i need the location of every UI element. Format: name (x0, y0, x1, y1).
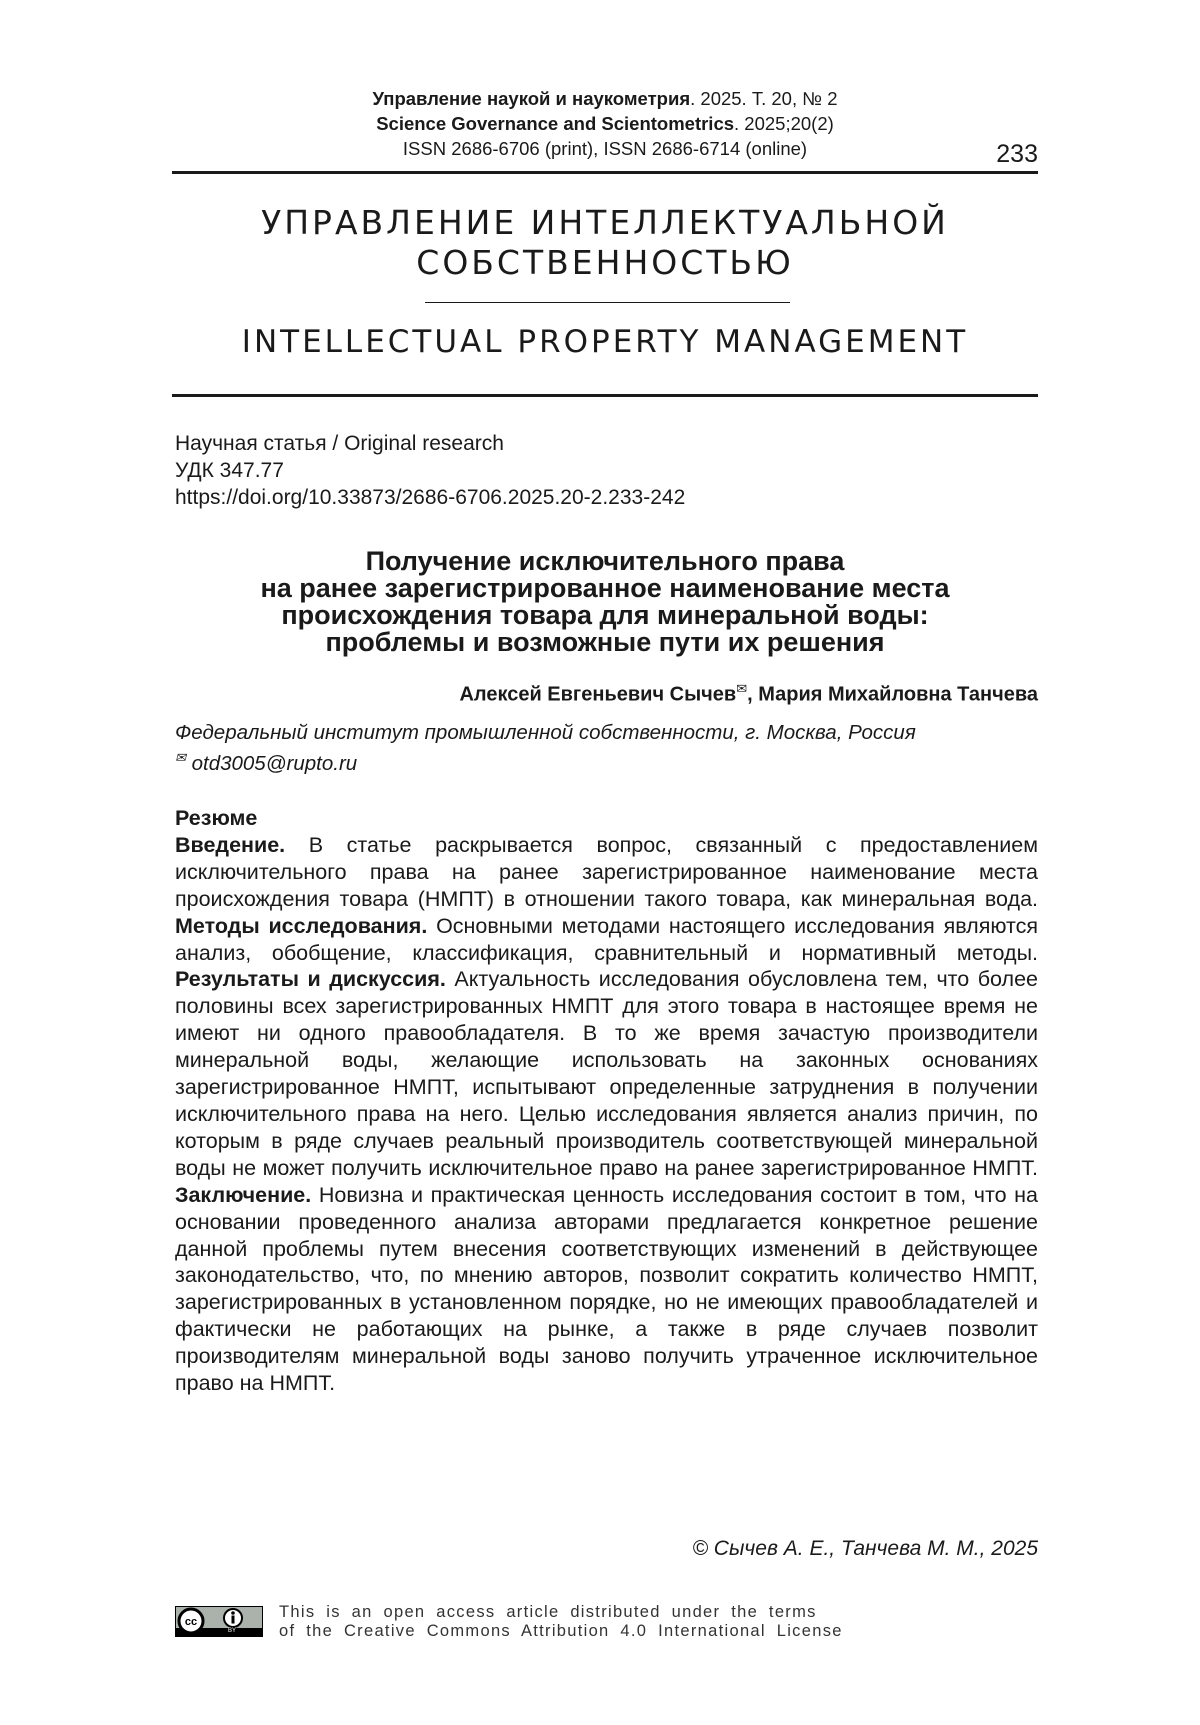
abstract (175, 805, 1038, 1397)
journal-name-en: Science Governance and Scientometrics (376, 113, 734, 134)
intro-label: Введение. (175, 833, 285, 857)
methods-label: Методы исследования. (175, 914, 427, 938)
section-rule (172, 394, 1038, 397)
email-link[interactable]: otd3005@rupto.ru (192, 752, 358, 775)
affiliation: Федеральный институт промышленной собственности, г. Москва, Россия (175, 720, 916, 745)
journal-issue-ru: . 2025. Т. 20, № 2 (690, 88, 837, 109)
section-divider (425, 302, 790, 303)
results-text: Актуальность исследования обусловлена тем, что более половины всех зарегистрированных НМПТ для этого товара в настоящее время не имеют ни одного правообладателя. В то же время зачастую производители минеральной воды, желающие использовать на законных основаниях зарегистрированное НМПТ, испытывают определенные затруднения в получении исключительного права на него. Целью исследования является анализ причин, по которым в ряде случаев реальный производитель соответствующей минеральной воды не может получить исключительное право на ранее зарегистрированное НМПТ. (175, 967, 1038, 1179)
title-line: проблемы и возможные пути их решения (172, 629, 1038, 656)
affiliation-block (175, 720, 916, 776)
cc-badge-label: BY (228, 1628, 236, 1634)
abstract-heading: Резюме (175, 805, 1038, 832)
article-title (172, 548, 1038, 656)
title-line: на ранее зарегистрированное наименование места (172, 575, 1038, 602)
envelope-icon: ✉ (175, 750, 186, 765)
section-title-en: INTELLECTUAL PROPERTY MANAGEMENT (172, 322, 1038, 362)
title-line: Получение исключительного права (172, 548, 1038, 575)
section-title-ru-line2: СОБСТВЕННОСТЬЮ (172, 243, 1038, 283)
copyright: © Сычев А. Е., Танчева М. М., 2025 (693, 1537, 1039, 1561)
envelope-icon: ✉ (736, 681, 747, 696)
conclusion-text: Новизна и практическая ценность исследования состоит в том, что на основании проведенного анализа авторами предлагается конкретное решение данной проблемы путем внесения соответствующих изменений в действующее законодательство, что, по мнению авторов, позволит сократить количество НМПТ, зарегистрированных в установленном порядке, но не имеющих правообладателей и фактически не работающих на рынке, а также в ряде случаев позволит производителям минеральной воды заново получить утраченное исключительное право на НМПТ. (175, 1183, 1038, 1395)
title-line: происхождения товара для минеральной воды: (172, 602, 1038, 629)
page-number: 233 (996, 140, 1038, 169)
abstract-body (175, 832, 1038, 1397)
doi-link[interactable]: https://doi.org/10.33873/2686-6706.2025.20-2.233-242 (175, 484, 685, 511)
article-type: Научная статья / Original research (175, 430, 685, 457)
author-2: , Мария Михайловна Танчева (747, 684, 1038, 706)
journal-header (172, 86, 1038, 161)
conclusion-label: Заключение. (175, 1183, 311, 1207)
intro-text: В статье раскрывается вопрос, связанный с предоставлением исключительного права на ранее зарегистрированное наименование места происхождения товара (НМПТ) в отношении такого товара, как минеральная вода. (175, 833, 1038, 911)
udk: УДК 347.77 (175, 457, 685, 484)
issn: ISSN 2686-6706 (print), ISSN 2686-6714 (online) (172, 136, 1038, 161)
section-title-ru-line1: УПРАВЛЕНИЕ ИНТЕЛЛЕКТУАЛЬНОЙ (172, 203, 1038, 243)
license-text (279, 1603, 843, 1641)
cc-by-badge[interactable] (175, 1606, 263, 1637)
svg-text:cc: cc (185, 1616, 197, 1628)
journal-name-ru: Управление наукой и наукометрия (372, 88, 690, 109)
methods-text: Основными методами настоящего исследования являются анализ, обобщение, классификация, сравнительный и нормативный методы. (175, 914, 1038, 965)
author-1: Алексей Евгеньевич Сычев (459, 684, 736, 706)
authors (459, 681, 1038, 707)
journal-issue-en: . 2025;20(2) (734, 113, 834, 134)
license-line-1: This is an open access article distributed under the terms (279, 1603, 843, 1622)
results-label: Результаты и дискуссия. (175, 967, 446, 991)
article-meta (175, 430, 685, 511)
license-line-2[interactable]: of the Creative Commons Attribution 4.0 International License (279, 1622, 843, 1641)
section-title-ru (172, 203, 1038, 283)
cc-by-logo-icon (176, 1607, 262, 1636)
header-rule (172, 171, 1038, 174)
